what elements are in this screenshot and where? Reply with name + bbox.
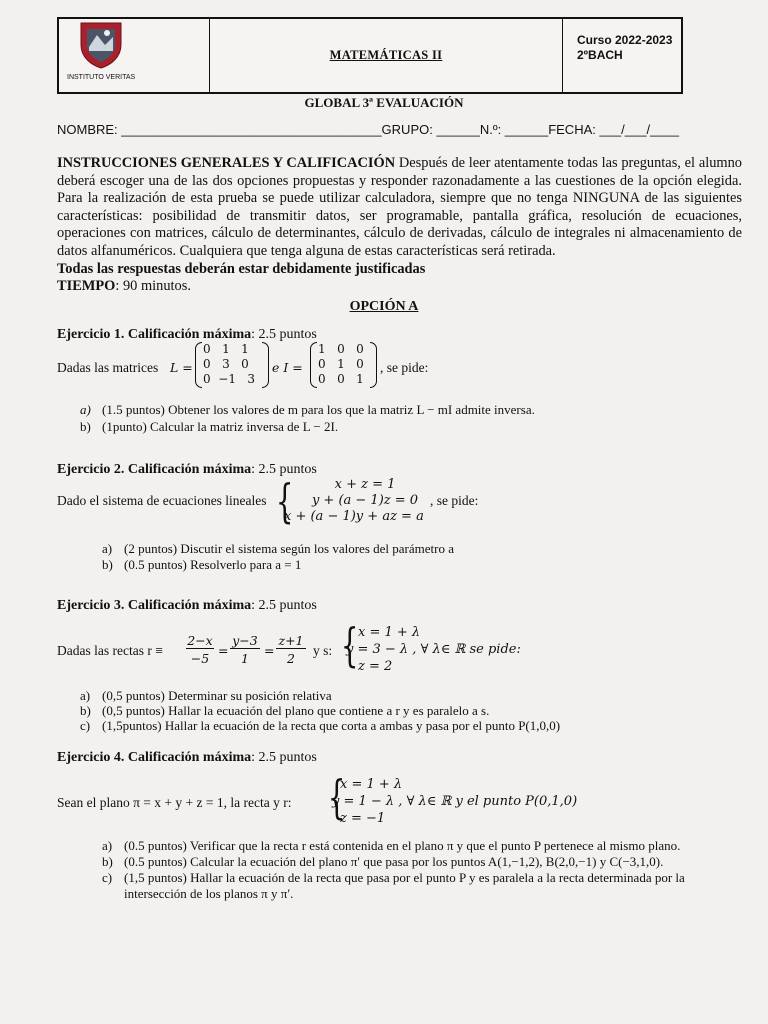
course-group: 2ºBACH xyxy=(577,48,623,62)
matrix-L-left-bracket xyxy=(195,342,202,388)
time-value: : 90 minutos. xyxy=(115,278,191,295)
exercise-3-title: Ejercicio 3. Calificación máxima xyxy=(57,598,252,613)
header-box xyxy=(57,17,683,94)
exercise-1-title: Ejercicio 1. Calificación máxima xyxy=(57,327,252,342)
item-text: (2 puntos) Discutir el sistema según los valores del parámetro a xyxy=(124,541,454,556)
fraction-3-den: 2 xyxy=(287,651,295,666)
exercise-2-item-a xyxy=(102,541,454,557)
equation-1: x + z = 1 xyxy=(334,477,396,492)
fraction-2-num: y−3 xyxy=(230,633,260,649)
matrix-I-left-bracket xyxy=(310,342,317,388)
exercise-3-item-b xyxy=(80,703,489,719)
item-label: c) xyxy=(102,870,113,885)
exercise-2-ask: , se pide: xyxy=(430,493,479,508)
item-label: a) xyxy=(80,688,91,703)
item-label: b) xyxy=(102,557,113,572)
header-course-cell xyxy=(563,19,681,92)
exercise-3-score: : 2.5 puntos xyxy=(251,598,317,613)
exercise-1-score: : 2.5 puntos xyxy=(251,327,317,342)
fraction-1-den: −5 xyxy=(190,651,210,666)
matrix-I-row: 0 0 1 xyxy=(318,372,364,386)
item-label: a) xyxy=(80,402,91,417)
item-label: b) xyxy=(80,419,91,434)
header-subject-cell xyxy=(210,19,563,92)
exercise-3-item-c xyxy=(80,718,560,734)
equation-2: y + (a − 1)z = 0 xyxy=(311,493,419,508)
line-s-eq1: x = 1 + λ xyxy=(358,625,421,640)
equation-3: x + (a − 1)y + az = a xyxy=(284,509,424,524)
item-text: (0,5 puntos) Hallar la ecuación del plano que contiene a r y es paralelo a s. xyxy=(102,703,490,718)
item-label: a) xyxy=(102,838,113,853)
fraction-2-den: 1 xyxy=(241,651,249,666)
school-shield-logo xyxy=(79,21,123,69)
matrix-L xyxy=(203,342,255,387)
item-text: (0.5 puntos) Resolverlo para a = 1 xyxy=(124,557,302,572)
item-text: (0.5 puntos) Verificar que la recta r está contenida en el plano π y que el punto P pertenece al mismo plano. xyxy=(124,838,681,853)
institution-name: INSTITUTO VERITAS xyxy=(67,74,136,81)
time-label: TIEMPO xyxy=(57,278,116,295)
item-text: (1,5 puntos) Hallar la ecuación de la recta que pasa por el punto P y es paralela a la recta determinada por la xyxy=(124,870,685,885)
exercise-1-item-a xyxy=(80,402,535,418)
instructions-heading: INSTRUCCIONES GENERALES Y CALIFICACIÓN xyxy=(57,155,396,171)
exercise-4-item-c xyxy=(102,870,685,886)
exercise-4-item-c-cont: intersección de los planos π y π′. xyxy=(124,886,294,901)
subject-title: MATEMÁTICAS II xyxy=(329,48,443,62)
course-year: Curso 2022-2023 xyxy=(577,33,673,47)
item-text: (1.5 puntos) Obtener los valores de m para los que la matriz L − mI admite inversa. xyxy=(102,402,535,417)
student-fields-row: NOMBRE: ____________________________________GRUPO: ______N.º: ______FECHA: ___/___/____ xyxy=(57,122,679,137)
line-r-eq2: y = 1 − λ , ∀ λ∈ ℝ y el punto P(0,1,0) xyxy=(332,794,578,809)
exercise-4-heading xyxy=(57,750,317,766)
exercise-3-ys: y s: xyxy=(313,643,333,658)
instructions-paragraph xyxy=(57,155,742,296)
matrix-L-row: 0 3 0 xyxy=(203,357,249,371)
item-label: b) xyxy=(102,854,113,869)
exercise-4-score: : 2.5 puntos xyxy=(251,750,317,765)
exercise-3-item-a xyxy=(80,688,332,704)
matrix-I xyxy=(318,342,364,387)
item-text: (1punto) Calcular la matriz inversa de L − 2I. xyxy=(102,419,339,434)
exam-title: GLOBAL 3ª EVALUACIÓN xyxy=(304,95,464,110)
item-text: (0.5 puntos) Calcular la ecuación del plano π′ que pasa por los puntos A(1,−1,2), B(2,0,−1) y C(−3,1,0). xyxy=(124,854,664,869)
exercise-4-item-a xyxy=(102,838,680,854)
exercise-3-intro: Dadas las rectas r ≡ xyxy=(57,643,163,658)
matrix-L-row: 0 1 1 xyxy=(203,342,249,356)
exercise-2-title: Ejercicio 2. Calificación máxima xyxy=(57,462,252,477)
item-label: c) xyxy=(80,718,91,733)
matrix-I-row: 1 0 0 xyxy=(318,342,364,356)
equals-sign: = xyxy=(264,643,275,658)
matrix-L-row: 0 −1 3 xyxy=(203,372,256,386)
exercise-2-item-b xyxy=(102,557,301,573)
option-heading: OPCIÓN A xyxy=(349,299,419,314)
exercise-2-intro: Dado el sistema de ecuaciones lineales xyxy=(57,493,267,508)
item-label: a) xyxy=(102,541,113,556)
header-logo-cell xyxy=(59,19,210,92)
fraction-1-num: 2−x xyxy=(187,633,213,648)
exercise-1-intro: Dadas las matrices xyxy=(57,360,159,375)
matrix-I-row: 0 1 0 xyxy=(318,357,364,371)
item-text: (0,5 puntos) Determinar su posición relativa xyxy=(102,688,332,703)
system-brace: { xyxy=(275,474,294,528)
equals-sign: = xyxy=(218,643,229,658)
fraction-3-num: z+1 xyxy=(276,633,306,649)
item-text: (1,5puntos) Hallar la ecuación de la recta que corta a ambas y pasa por el punto P(1,0,0) xyxy=(102,718,561,733)
matrix-L-label: L = xyxy=(170,360,193,375)
matrix-I-right-bracket xyxy=(370,342,377,388)
exercise-1-ask: , se pide: xyxy=(380,360,429,375)
line-s-eq2: y = 3 − λ , ∀ λ∈ ℝ se pide: xyxy=(346,642,521,657)
line-s-eq3: z = 2 xyxy=(358,659,393,674)
exercise-3-heading xyxy=(57,598,317,614)
instructions-body: Después de leer atentamente todas las preguntas, el alumno deberá escoger una de las dos opciones propuestas y responder razonadamente a las cuestiones de la opción elegida. Para la realización de esta prueba se puede utilizar calculadora, siempre que no tenga NINGUNA de las siguientes características: posibilidad de transmitir datos, ser programable, pantalla gráfica, resolución de ecuaciones, operaciones con matrices, cálculo de determinantes, cálculo de derivadas, cálculo de integrales ni almacenamiento de datos alfanuméricos. Cualquiera que tenga alguna de estas características será retirada. xyxy=(57,155,742,259)
item-label: b) xyxy=(80,703,91,718)
exercise-4-title: Ejercicio 4. Calificación máxima xyxy=(57,750,252,765)
line-r-eq3: z = −1 xyxy=(340,811,386,826)
exercise-4-item-b xyxy=(102,854,663,870)
exercise-2-score: : 2.5 puntos xyxy=(251,462,317,477)
matrix-L-right-bracket xyxy=(262,342,269,388)
line-r-eq1: x = 1 + λ xyxy=(340,777,403,792)
justification-note: Todas las respuestas deberán estar debidamente justificadas xyxy=(57,260,426,277)
line-s-brace: { xyxy=(340,618,359,672)
exercise-1-item-b xyxy=(80,419,338,435)
line-r-brace: { xyxy=(327,770,346,824)
exercise-1-heading xyxy=(57,327,317,343)
exercise-4-intro: Sean el plano π = x + y + z = 1, la recta y r: xyxy=(57,795,292,810)
matrix-I-label: e I = xyxy=(272,360,303,375)
